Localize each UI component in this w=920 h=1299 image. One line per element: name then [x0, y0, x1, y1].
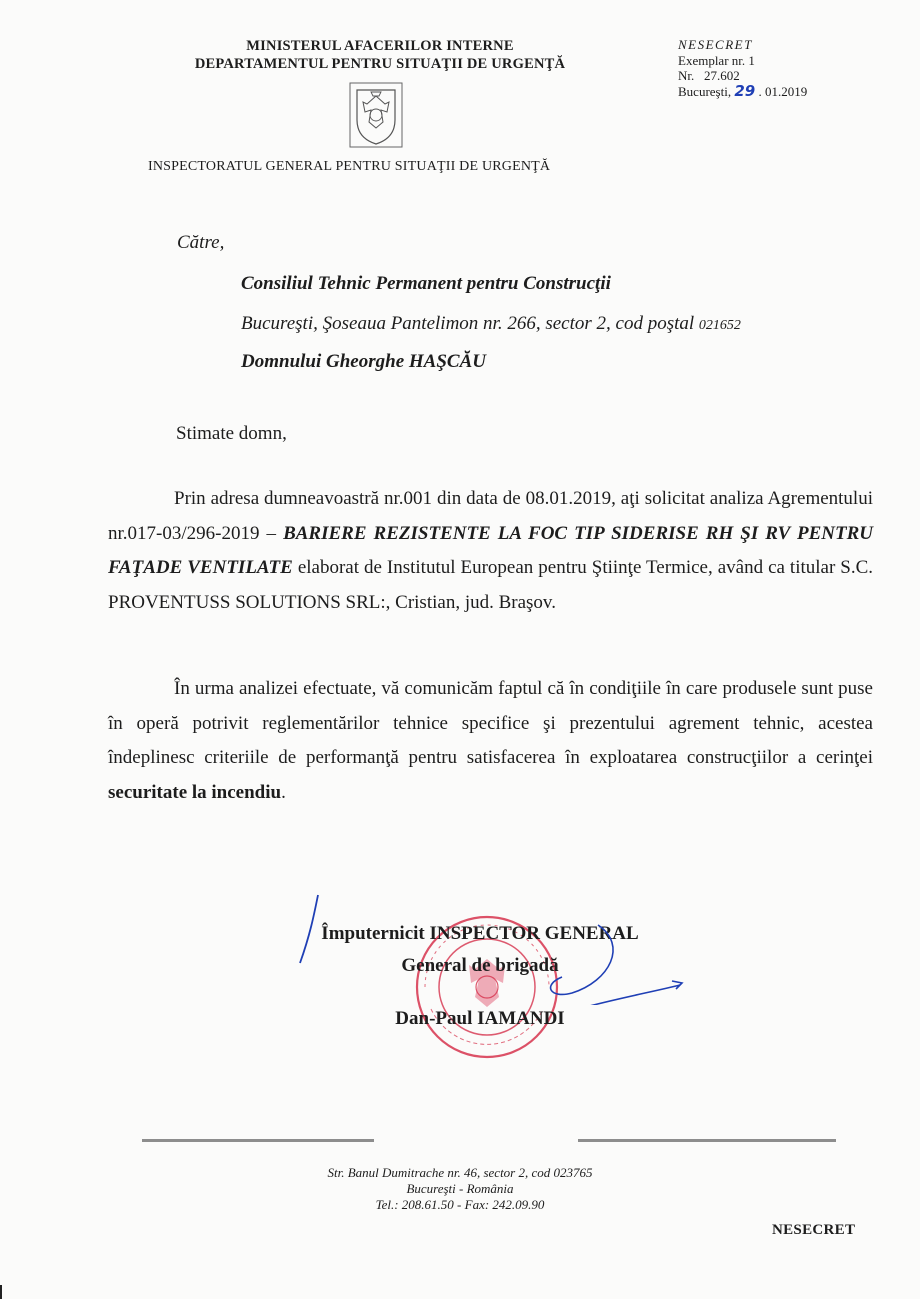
department-name: DEPARTAMENTUL PENTRU SITUAŢII DE URGENŢĂ: [194, 56, 566, 72]
p1-text-a: Prin adresa dumneavoastră nr.001 din data de 08.01.2019, aţi solicitat analiza Agrementului nr.017-03/296-2019 –: [108, 488, 873, 544]
footer-street: Str. Banul Dumitrache nr. 46, sector 2, cod 023765: [327, 1165, 593, 1180]
footer-rule-left: [142, 1139, 374, 1142]
coat-of-arms-icon: [349, 82, 403, 148]
paragraph-request: [108, 482, 873, 620]
footer-city: Bucureşti - România: [406, 1181, 514, 1196]
document-date: [678, 81, 808, 100]
footer-phone: Tel.: 208.61.50 - Fax: 242.09.90: [375, 1197, 545, 1212]
recipient-address: [241, 313, 741, 335]
handwritten-signature-icon: [280, 885, 700, 1005]
copy-number: Exemplar nr. 1: [678, 52, 755, 68]
recipient-institution: Consiliul Tehnic Permanent pentru Construcţii: [241, 273, 611, 294]
recipient-person: Domnului Gheorghe HAŞCĂU: [241, 351, 486, 372]
footer-address: [260, 1165, 660, 1213]
signatory-name: Dan-Paul IAMANDI: [395, 1008, 565, 1029]
inspectorate-name: INSPECTORATUL GENERAL PENTRU SITUAŢII DE URGENŢĂ: [148, 159, 551, 174]
ministry-name: MINISTERUL AFACERILOR INTERNE: [246, 38, 514, 54]
recipient-to: Către,: [177, 232, 225, 253]
classification-block: [678, 37, 807, 99]
footer-classification: NESECRET: [772, 1222, 856, 1238]
fire-safety-requirement: securitate la incendiu: [108, 781, 282, 803]
handwritten-day: 29: [734, 81, 756, 100]
page-edge-mark: [0, 1285, 2, 1299]
product-title: BARIERE REZISTENTE LA FOC TIP SIDERISE RH ŞI RV PENTRU FAŢADE VENTILATE: [108, 522, 874, 578]
date-suffix: . 01.2019: [758, 83, 808, 99]
registration-number: Nr. 27.602: [678, 68, 740, 83]
footer-rule-right: [578, 1139, 836, 1142]
ministry-header: [150, 37, 610, 73]
signatory-rank: General de brigadă: [401, 955, 559, 976]
p1-text-c: elaborat de Institutul European pentru Ştiinţe Termice, având ca titular S.C. PROVENTUSS SOLUTIONS SRL:, Cristian, jud. Braşov.: [108, 557, 874, 613]
greeting: Stimate domn,: [176, 423, 287, 444]
p2-text-c: .: [281, 781, 286, 803]
p2-text-a: În urma analizei efectuate, vă comunicăm faptul că în condiţiile în care produsele sunt puse în operă potrivit reglementărilor tehnice specifice şi prezentului agrement tehnic, acestea îndeplinesc criteriile de performanţă pentru satisfacerea în exploatarea construcţiilor a cerinţei: [108, 678, 873, 768]
postal-code: 021652: [698, 318, 741, 333]
address-text: Bucureşti, Şoseaua Pantelimon nr. 266, sector 2, cod poştal: [241, 313, 695, 334]
paragraph-conclusion: [108, 672, 873, 810]
classification-label: NESECRET: [678, 37, 753, 52]
date-prefix: Bucureşti,: [678, 83, 732, 99]
signatory-title: Împuternicit INSPECTOR GENERAL: [321, 923, 639, 944]
